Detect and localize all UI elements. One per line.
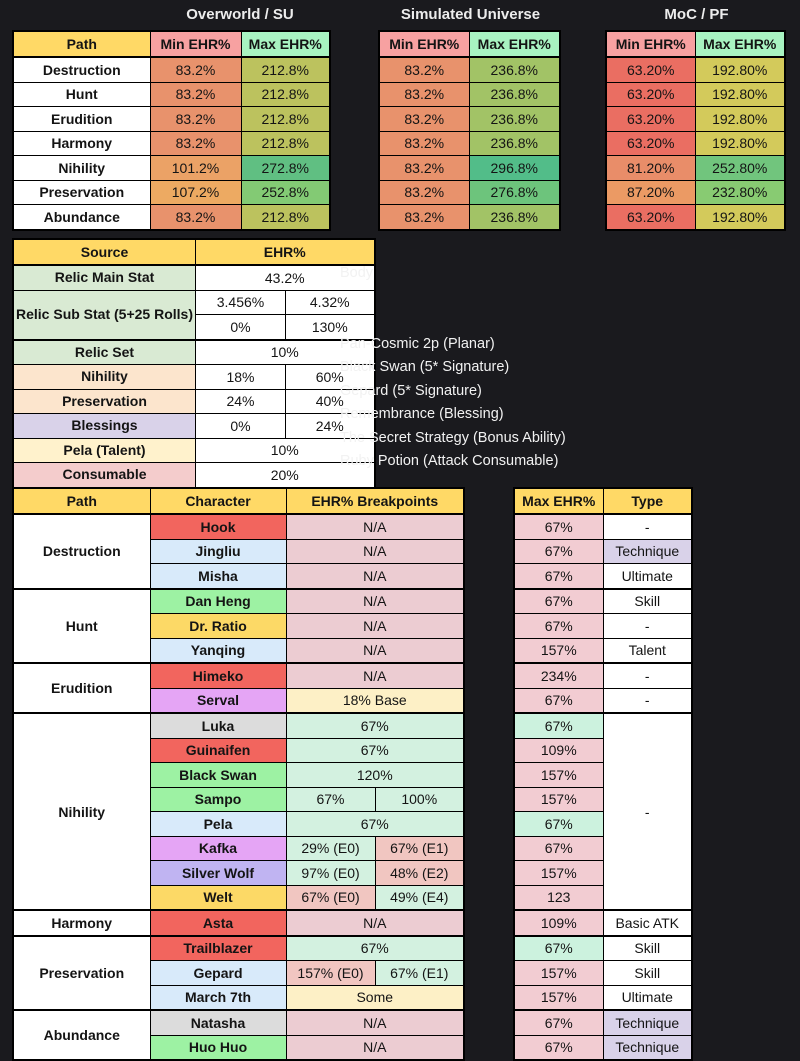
breakpoint-cell[interactable]: 67% (E1) <box>375 961 464 986</box>
max-ehr-cell[interactable]: 236.8% <box>469 205 560 230</box>
max-ehr-cell[interactable]: 234% <box>514 663 603 688</box>
breakpoint-cell[interactable]: 48% (E2) <box>375 861 464 886</box>
character-cell-luka[interactable]: Luka <box>150 713 286 738</box>
breakpoint-cell[interactable]: N/A <box>286 589 464 614</box>
breakpoint-cell[interactable]: N/A <box>286 564 464 589</box>
max-ehr-cell[interactable]: 157% <box>514 763 603 788</box>
path-cell-hunt[interactable]: Hunt <box>13 589 150 664</box>
header-ehr-breakpoints[interactable]: EHR% Breakpoints <box>286 488 464 514</box>
character-cell-march-7th[interactable]: March 7th <box>150 985 286 1010</box>
min-ehr-cell[interactable]: 83.2% <box>379 180 469 205</box>
min-ehr-cell[interactable]: 83.2% <box>379 205 469 230</box>
type-cell[interactable]: Technique <box>603 539 692 564</box>
type-cell[interactable]: Technique <box>603 1010 692 1035</box>
character-cell-dr-ratio[interactable]: Dr. Ratio <box>150 614 286 639</box>
type-cell[interactable]: Ultimate <box>603 985 692 1010</box>
min-ehr-cell[interactable]: 83.2% <box>150 205 241 230</box>
overworld-su-title: Overworld / SU <box>186 6 294 23</box>
max-ehr-cell[interactable]: 192.80% <box>695 131 785 156</box>
header-min-ehr[interactable]: Min EHR% <box>606 31 695 57</box>
max-ehr-cell[interactable]: 296.8% <box>469 156 560 181</box>
max-ehr-cell[interactable]: 212.8% <box>241 107 330 132</box>
max-ehr-cell[interactable]: 123 <box>514 885 603 910</box>
source-label-nihility[interactable]: Nihility <box>13 365 196 390</box>
breakpoint-cell[interactable]: 67% (E0) <box>286 885 375 910</box>
max-ehr-cell[interactable]: 236.8% <box>469 107 560 132</box>
path-cell-abundance[interactable]: Abundance <box>13 205 150 230</box>
min-ehr-cell[interactable]: 83.2% <box>150 131 241 156</box>
min-ehr-cell[interactable]: 83.2% <box>379 131 469 156</box>
simulated-universe-section <box>378 4 563 231</box>
max-ehr-table <box>513 487 693 1061</box>
max-ehr-cell[interactable]: 109% <box>514 910 603 936</box>
source-label-relic-set[interactable]: Relic Set <box>13 340 196 365</box>
character-cell-himeko[interactable]: Himeko <box>150 663 286 688</box>
max-ehr-cell[interactable]: 252.80% <box>695 156 785 181</box>
breakpoint-cell[interactable]: 67% <box>286 812 464 837</box>
type-cell[interactable]: Skill <box>603 961 692 986</box>
character-cell-kafka[interactable]: Kafka <box>150 836 286 861</box>
max-ehr-cell[interactable]: 67% <box>514 936 603 961</box>
max-ehr-cell[interactable]: 236.8% <box>469 57 560 82</box>
breakpoint-cell[interactable]: 29% (E0) <box>286 836 375 861</box>
ehr-value-cell[interactable]: 18% <box>196 365 286 390</box>
max-ehr-cell[interactable]: 212.8% <box>241 131 330 156</box>
annotation-gepard-5-signature: Gepard (5* Signature) <box>340 382 482 399</box>
breakpoint-table <box>12 487 465 1061</box>
type-cell[interactable]: - <box>603 514 692 539</box>
header-source[interactable]: Source <box>13 239 196 265</box>
breakpoint-cell[interactable]: 18% Base <box>286 688 464 713</box>
moc-pf-title: MoC / PF <box>664 6 729 23</box>
breakpoint-cell[interactable]: 157% (E0) <box>286 961 375 986</box>
character-cell-natasha[interactable]: Natasha <box>150 1010 286 1035</box>
max-ehr-cell[interactable]: 67% <box>514 564 603 589</box>
path-cell-abundance[interactable]: Abundance <box>13 1010 150 1060</box>
min-ehr-cell[interactable]: 83.2% <box>379 156 469 181</box>
character-cell-welt[interactable]: Welt <box>150 885 286 910</box>
breakpoint-cell[interactable]: N/A <box>286 663 464 688</box>
header-min-ehr[interactable]: Min EHR% <box>150 31 241 57</box>
annotation-black-swan-5-signature: Black Swan (5* Signature) <box>340 359 510 375</box>
ehr-value-cell[interactable]: 40% <box>286 389 375 414</box>
type-cell[interactable]: Talent <box>603 638 692 663</box>
annotation-ruby-potion-attack-consumable: Ruby Potion (Attack Consumable) <box>340 453 559 469</box>
header-max-ehr[interactable]: Max EHR% <box>695 31 785 57</box>
annotation-remembrance-blessing: Remembrance (Blessing) <box>340 406 504 422</box>
type-cell[interactable]: - <box>603 614 692 639</box>
type-cell[interactable]: Skill <box>603 589 692 614</box>
ehr-value-cell[interactable]: 10% <box>196 438 375 463</box>
max-ehr-cell[interactable]: 109% <box>514 738 603 763</box>
max-ehr-cell[interactable]: 232.80% <box>695 180 785 205</box>
type-cell[interactable]: Basic ATK <box>603 910 692 936</box>
max-ehr-cell[interactable]: 157% <box>514 787 603 812</box>
character-cell-guinaifen[interactable]: Guinaifen <box>150 738 286 763</box>
path-cell-preservation[interactable]: Preservation <box>13 180 150 205</box>
breakpoint-cell[interactable]: 120% <box>286 763 464 788</box>
overworld-su-table <box>12 30 331 231</box>
source-label-relic-main-stat[interactable]: Relic Main Stat <box>13 265 196 290</box>
max-ehr-cell[interactable]: 67% <box>514 1035 603 1060</box>
annotation-the-secret-strategy-bonus-ability: The Secret Strategy (Bonus Ability) <box>340 429 566 446</box>
max-ehr-cell[interactable]: 157% <box>514 861 603 886</box>
character-cell-hook[interactable]: Hook <box>150 514 286 539</box>
min-ehr-cell[interactable]: 87.20% <box>606 180 695 205</box>
character-cell-sampo[interactable]: Sampo <box>150 787 286 812</box>
source-label-consumable[interactable]: Consumable <box>13 463 196 488</box>
breakpoint-cell[interactable]: N/A <box>286 614 464 639</box>
moc-pf-table <box>605 30 786 231</box>
character-cell-black-swan[interactable]: Black Swan <box>150 763 286 788</box>
path-cell-destruction[interactable]: Destruction <box>13 57 150 82</box>
max-ehr-cell[interactable]: 67% <box>514 812 603 837</box>
min-ehr-cell[interactable]: 63.20% <box>606 205 695 230</box>
breakpoint-cell[interactable]: 49% (E4) <box>375 885 464 910</box>
max-ehr-cell[interactable]: 67% <box>514 688 603 713</box>
character-cell-misha[interactable]: Misha <box>150 564 286 589</box>
source-label-preservation[interactable]: Preservation <box>13 389 196 414</box>
ehr-value-cell[interactable]: 10% <box>196 340 375 365</box>
path-cell-nihility[interactable]: Nihility <box>13 713 150 910</box>
min-ehr-cell[interactable]: 63.20% <box>606 131 695 156</box>
source-label-relic-sub-stat-5-25-rolls[interactable]: Relic Sub Stat (5+25 Rolls) <box>13 290 196 340</box>
ehr-value-cell[interactable]: 3.456% <box>196 290 286 315</box>
max-ehr-cell[interactable]: 252.8% <box>241 180 330 205</box>
character-cell-gepard[interactable]: Gepard <box>150 961 286 986</box>
min-ehr-cell[interactable]: 63.20% <box>606 57 695 82</box>
max-ehr-cell[interactable]: 67% <box>514 713 603 738</box>
character-cell-dan-heng[interactable]: Dan Heng <box>150 589 286 614</box>
max-ehr-cell[interactable]: 67% <box>514 1010 603 1035</box>
ehr-value-cell[interactable]: 4.32% <box>286 290 375 315</box>
max-ehr-cell[interactable]: 212.8% <box>241 205 330 230</box>
header-ehr[interactable]: EHR% <box>196 239 375 265</box>
path-cell-nihility[interactable]: Nihility <box>13 156 150 181</box>
breakpoint-cell[interactable]: 100% <box>375 787 464 812</box>
max-ehr-cell[interactable]: 276.8% <box>469 180 560 205</box>
ehr-value-cell[interactable]: 43.2% <box>196 265 375 290</box>
character-cell-silver-wolf[interactable]: Silver Wolf <box>150 861 286 886</box>
path-cell-erudition[interactable]: Erudition <box>13 663 150 713</box>
max-ehr-cell[interactable]: 272.8% <box>241 156 330 181</box>
character-cell-jingliu[interactable]: Jingliu <box>150 539 286 564</box>
max-ehr-cell[interactable]: 192.80% <box>695 82 785 107</box>
min-ehr-cell[interactable]: 83.2% <box>150 107 241 132</box>
min-ehr-cell[interactable]: 101.2% <box>150 156 241 181</box>
max-ehr-cell[interactable]: 67% <box>514 836 603 861</box>
path-cell-harmony[interactable]: Harmony <box>13 910 150 936</box>
max-ehr-cell[interactable]: 157% <box>514 961 603 986</box>
path-cell-preservation[interactable]: Preservation <box>13 936 150 1011</box>
character-cell-trailblazer[interactable]: Trailblazer <box>150 936 286 961</box>
simulated-universe-title: Simulated Universe <box>400 6 541 23</box>
annotation-pan-cosmic-2p-planar: Pan-Cosmic 2p (Planar) <box>340 335 495 352</box>
min-ehr-cell[interactable]: 107.2% <box>150 180 241 205</box>
type-cell[interactable]: Technique <box>603 1035 692 1060</box>
source-label-blessings[interactable]: Blessings <box>13 414 196 439</box>
ehr-value-cell[interactable]: 24% <box>196 389 286 414</box>
max-ehr-cell[interactable]: 157% <box>514 985 603 1010</box>
breakpoint-cell[interactable]: N/A <box>286 910 464 936</box>
header-max-ehr[interactable]: Max EHR% <box>514 488 603 514</box>
min-ehr-cell[interactable]: 83.2% <box>379 82 469 107</box>
character-cell-serval[interactable]: Serval <box>150 688 286 713</box>
max-ehr-cell[interactable]: 192.80% <box>695 205 785 230</box>
simulated-universe-table <box>378 30 561 231</box>
ehr-value-cell[interactable]: 0% <box>196 315 286 340</box>
min-ehr-cell[interactable]: 63.20% <box>606 82 695 107</box>
breakpoint-cell[interactable]: 67% <box>286 936 464 961</box>
breakpoint-cell[interactable]: Some <box>286 985 464 1010</box>
header-max-ehr[interactable]: Max EHR% <box>241 31 330 57</box>
max-ehr-cell[interactable]: 192.80% <box>695 107 785 132</box>
min-ehr-cell[interactable]: 81.20% <box>606 156 695 181</box>
type-cell[interactable]: - <box>603 713 692 910</box>
path-cell-harmony[interactable]: Harmony <box>13 131 150 156</box>
max-ehr-cell[interactable]: 236.8% <box>469 131 560 156</box>
breakpoint-cell[interactable]: 67% <box>286 787 375 812</box>
breakpoint-cell[interactable]: 67% (E1) <box>375 836 464 861</box>
character-cell-huo-huo[interactable]: Huo Huo <box>150 1035 286 1060</box>
min-ehr-cell[interactable]: 83.2% <box>379 107 469 132</box>
ehr-value-cell[interactable]: 24% <box>286 414 375 439</box>
min-ehr-cell[interactable]: 83.2% <box>150 82 241 107</box>
max-ehr-cell[interactable]: 212.8% <box>241 57 330 82</box>
header-character[interactable]: Character <box>150 488 286 514</box>
ehr-value-cell[interactable]: 0% <box>196 414 286 439</box>
character-cell-pela[interactable]: Pela <box>150 812 286 837</box>
min-ehr-cell[interactable]: 63.20% <box>606 107 695 132</box>
max-ehr-cell[interactable]: 236.8% <box>469 82 560 107</box>
header-max-ehr[interactable]: Max EHR% <box>469 31 560 57</box>
max-ehr-cell[interactable]: 212.8% <box>241 82 330 107</box>
breakpoint-cell[interactable]: 67% <box>286 738 464 763</box>
moc-pf-section <box>605 4 788 231</box>
max-ehr-cell[interactable]: 67% <box>514 614 603 639</box>
max-ehr-cell[interactable]: 67% <box>514 539 603 564</box>
max-ehr-cell[interactable]: 192.80% <box>695 57 785 82</box>
type-cell[interactable]: Ultimate <box>603 564 692 589</box>
character-cell-asta[interactable]: Asta <box>150 910 286 936</box>
breakpoint-cell[interactable]: 67% <box>286 713 464 738</box>
source-label-pela-talent[interactable]: Pela (Talent) <box>13 438 196 463</box>
header-path[interactable]: Path <box>13 488 150 514</box>
source-table <box>12 238 376 489</box>
header-type[interactable]: Type <box>603 488 692 514</box>
type-cell[interactable]: - <box>603 688 692 713</box>
breakpoint-cell[interactable]: N/A <box>286 539 464 564</box>
ehr-value-cell[interactable]: 20% <box>196 463 375 488</box>
breakpoint-cell[interactable]: 97% (E0) <box>286 861 375 886</box>
header-path[interactable]: Path <box>13 31 150 57</box>
max-ehr-cell[interactable]: 67% <box>514 514 603 539</box>
path-cell-destruction[interactable]: Destruction <box>13 514 150 589</box>
ehr-value-cell[interactable]: 60% <box>286 365 375 390</box>
character-cell-yanqing[interactable]: Yanqing <box>150 638 286 663</box>
breakpoint-cell[interactable]: N/A <box>286 1010 464 1035</box>
breakpoint-cell[interactable]: N/A <box>286 638 464 663</box>
header-min-ehr[interactable]: Min EHR% <box>379 31 469 57</box>
type-cell[interactable]: - <box>603 663 692 688</box>
max-ehr-cell[interactable]: 67% <box>514 589 603 614</box>
path-cell-erudition[interactable]: Erudition <box>13 107 150 132</box>
path-cell-hunt[interactable]: Hunt <box>13 82 150 107</box>
type-cell[interactable]: Skill <box>603 936 692 961</box>
ehr-value-cell[interactable]: 130% <box>286 315 375 340</box>
min-ehr-cell[interactable]: 83.2% <box>150 57 241 82</box>
max-ehr-cell[interactable]: 157% <box>514 638 603 663</box>
annotation-body: Body <box>340 265 374 281</box>
breakpoint-cell[interactable]: N/A <box>286 514 464 539</box>
overworld-su-section <box>12 4 331 231</box>
min-ehr-cell[interactable]: 83.2% <box>379 57 469 82</box>
breakpoint-cell[interactable]: N/A <box>286 1035 464 1060</box>
